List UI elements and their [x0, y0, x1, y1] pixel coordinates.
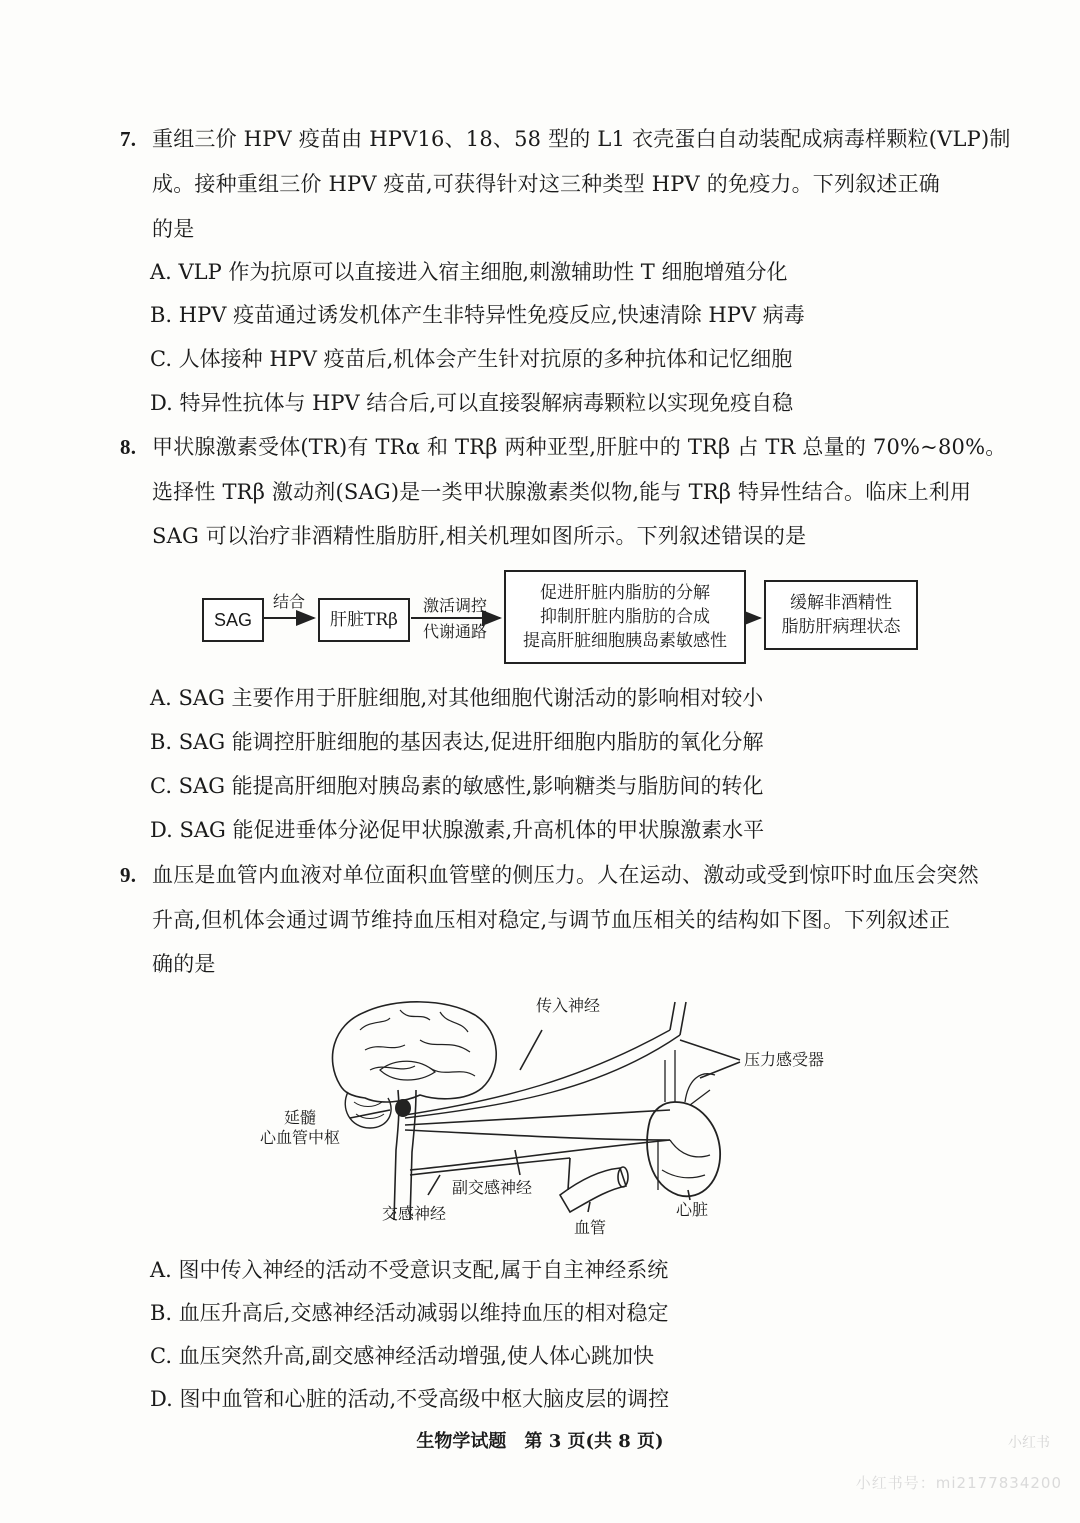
option-d: D. SAG 能促进垂体分泌促甲状腺激素,升高机体的甲状腺激素水平	[150, 818, 765, 842]
arrow-label-line: 激活调控	[422, 596, 487, 615]
effect-line: 提高肝脏细胞胰岛素敏感性	[523, 631, 727, 651]
outcome-box	[764, 580, 918, 650]
effects-box	[504, 570, 746, 664]
arrow-label-line: 代谢通路	[422, 622, 487, 641]
blood-pressure-figure	[260, 990, 870, 1240]
parasympathetic-nerve-label: 副交感神经	[452, 1178, 533, 1197]
option-b: B. SAG 能调控肝脏细胞的基因表达,促进肝细胞内脂肪的氧化分解	[150, 730, 764, 754]
effect-line: 抑制肝脏内脂肪的合成	[540, 607, 710, 627]
watermark-id: 小红书号：mi2177834200	[855, 1474, 1062, 1492]
question-text-line: 选择性 TRβ 激动剂(SAG)是一类甲状腺激素类似物,能与 TRβ 特异性结合。临床上利用	[152, 480, 972, 504]
cardiovascular-center-label: 心血管中枢	[260, 1128, 341, 1147]
blood-vessel-label: 血管	[574, 1218, 607, 1237]
outcome-line: 缓解非酒精性	[790, 593, 892, 613]
option-b: B. 血压升高后,交感神经活动减弱以维持血压的相对稳定	[150, 1301, 669, 1325]
question-number: 8.	[120, 435, 137, 459]
liver-trb-box: 肝脏TRβ	[318, 598, 410, 642]
baroreceptor-label: 压力感受器	[744, 1050, 825, 1069]
question-number: 7.	[120, 127, 137, 151]
option-d: D. 特异性抗体与 HPV 结合后,可以直接裂解病毒颗粒以实现免疫自稳	[150, 391, 794, 415]
option-c: C. 血压突然升高,副交感神经活动增强,使人体心跳加快	[150, 1344, 655, 1368]
outcome-line: 脂肪肝病理状态	[781, 617, 901, 637]
sag-box: SAG	[202, 598, 264, 642]
watermark-logo: 小红书	[1008, 1435, 1050, 1451]
option-a: A. VLP 作为抗原可以直接进入宿主细胞,刺激辅助性 T 细胞增殖分化	[150, 260, 788, 284]
question-text-line: 甲状腺激素受体(TR)有 TRα 和 TRβ 两种亚型,肝脏中的 TRβ 占 TR 总量的 70%~80%。	[152, 435, 1007, 459]
page-footer: 生物学试题 第 3 页(共 8 页)	[416, 1431, 664, 1452]
question-text-line: 升高,但机体会通过调节维持血压相对稳定,与调节血压相关的结构如下图。下列叙述正	[152, 908, 951, 932]
question-number: 9.	[120, 863, 137, 887]
heart-label: 心脏	[676, 1200, 709, 1219]
sympathetic-nerve-label: 交感神经	[382, 1204, 447, 1223]
option-c: C. 人体接种 HPV 疫苗后,机体会产生针对抗原的多种抗体和记忆细胞	[150, 347, 793, 371]
arrow-label-bind: 结合	[272, 592, 305, 611]
question-text-line: 的是	[152, 217, 195, 241]
question-text-line: 确的是	[152, 952, 216, 976]
option-d: D. 图中血管和心脏的活动,不受高级中枢大脑皮层的调控	[150, 1387, 670, 1411]
option-c: C. SAG 能提高肝细胞对胰岛素的敏感性,影响糖类与脂肪间的转化	[150, 774, 764, 798]
option-b: B. HPV 疫苗通过诱发机体产生非特异性免疫反应,快速清除 HPV 病毒	[150, 303, 805, 327]
mechanism-flowchart	[198, 566, 938, 666]
question-text-line: 血压是血管内血液对单位面积血管壁的侧压力。人在运动、激动或受到惊吓时血压会突然	[152, 863, 979, 887]
anatomy-illustration	[270, 990, 870, 1240]
question-text-line: 成。接种重组三价 HPV 疫苗,可获得针对这三种类型 HPV 的免疫力。下列叙述正确	[152, 172, 940, 196]
arrow-label-pathway	[414, 620, 496, 644]
question-text-line: SAG 可以治疗非酒精性脂肪肝,相关机理如图所示。下列叙述错误的是	[152, 524, 807, 548]
option-a: A. SAG 主要作用于肝脏细胞,对其他细胞代谢活动的影响相对较小	[150, 686, 764, 710]
option-a: A. 图中传入神经的活动不受意识支配,属于自主神经系统	[150, 1258, 669, 1282]
arrow-label-activate	[414, 594, 496, 618]
afferent-nerve-label: 传入神经	[536, 996, 601, 1015]
question-text-line: 重组三价 HPV 疫苗由 HPV16、18、58 型的 L1 衣壳蛋白自动装配成病毒样颗粒(VLP)制	[152, 127, 1011, 151]
effect-line: 促进肝脏内脂肪的分解	[540, 583, 710, 603]
medulla-label: 延髓	[284, 1108, 317, 1127]
